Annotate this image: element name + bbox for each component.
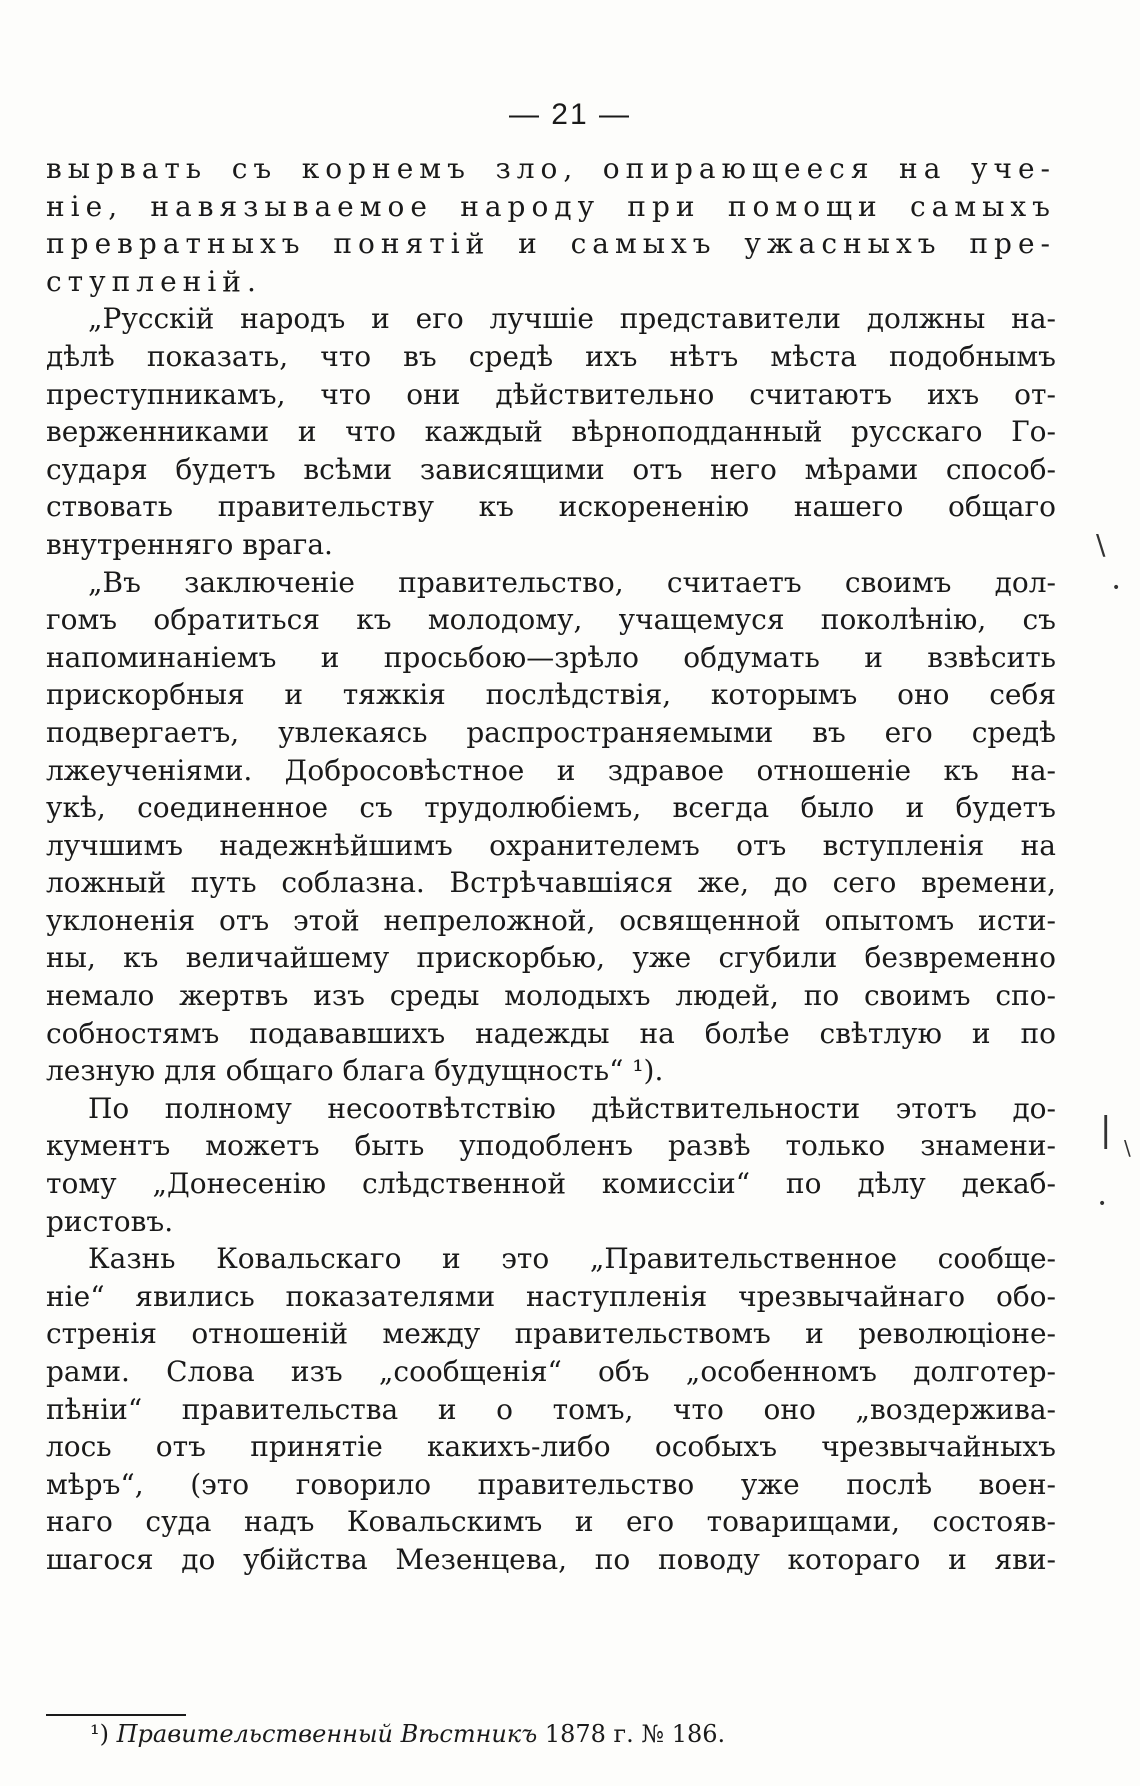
text-line: наго суда надъ Ковальскимъ и его товарищами, состояв- <box>46 1505 1056 1539</box>
text-line: ложный путь соблазна. Встрѣчавшіяся же, до сего времени, <box>46 866 1056 900</box>
text-line: рами. Слова изъ „сообщенія“ объ „особенномъ долготер- <box>46 1355 1056 1388</box>
text-line: немало жертвъ изъ среды молодыхъ людей, по своимъ спо- <box>46 979 1056 1013</box>
text-line: верженниками и что каждый вѣрноподданный русскаго Го- <box>46 415 1056 449</box>
text-line: ристовъ. <box>46 1204 174 1238</box>
text-line: сударя будетъ всѣми зависящими отъ него мѣрами способ- <box>46 452 1056 486</box>
text-line: ніе, навязываемое народу при помощи самыхъ <box>46 189 1056 223</box>
text-line: преступникамъ, что они дѣйствительно считаютъ ихъ от- <box>46 377 1056 411</box>
text-line: кументъ можетъ быть уподобленъ развѣ только знамени- <box>46 1129 1056 1163</box>
scan-mark: | <box>1100 1110 1112 1150</box>
footnote <box>90 1720 725 1748</box>
text-line: тому „Донесенію слѣдственной комиссіи“ по дѣлу декаб- <box>46 1167 1056 1201</box>
text-line: ствовать правительству къ искорененію нашего общаго <box>46 490 1056 524</box>
text-line: „Въ заключеніе правительство, считаетъ своимъ дол- <box>88 565 1056 599</box>
body-text <box>46 150 1056 1579</box>
text-line: шагося до убійства Мезенцева, по поводу котораго и яви- <box>46 1542 1056 1576</box>
scan-mark: • <box>1098 1196 1107 1212</box>
footnote-divider <box>46 1714 186 1716</box>
text-line: лжеученіями. Добросовѣстное и здравое отношеніе къ на- <box>46 753 1056 787</box>
footnote-source: Правительственный Вѣстникъ <box>116 1720 538 1748</box>
scan-mark: \ <box>1124 1136 1131 1160</box>
footnote-marker: ¹) <box>90 1720 109 1748</box>
text-line: ны, къ величайшему прискорбью, уже сгубили безвременно <box>46 941 1056 975</box>
text-line: пѣніи“ правительства и о томъ, что оно „воздержива- <box>46 1392 1056 1426</box>
text-line: превратныхъ понятій и самыхъ ужасныхъ пре- <box>46 227 1056 261</box>
text-line: дѣлѣ показать, что въ средѣ ихъ нѣтъ мѣста подобнымъ <box>46 339 1056 373</box>
text-line: гомъ обратиться къ молодому, учащемуся поколѣнію, съ <box>46 603 1056 637</box>
page-number: — 21 — <box>508 98 632 131</box>
text-line: лучшимъ надежнѣйшимъ охранителемъ отъ вступленія на <box>46 828 1056 862</box>
text-line: собностямъ подававшихъ надежды на болѣе свѣтлую и по <box>46 1016 1056 1050</box>
text-line: мѣръ“, (это говорило правительство уже послѣ воен- <box>46 1467 1056 1501</box>
text-line: „Русскій народъ и его лучшіе представители должны на- <box>88 302 1056 336</box>
text-line: внутренняго врага. <box>46 527 333 561</box>
text-line: Казнь Ковальскаго и это „Правительственное сообще- <box>88 1242 1056 1276</box>
text-line: укѣ, соединенное съ трудолюбіемъ, всегда было и будетъ <box>46 791 1056 825</box>
text-line: лезную для общаго блага будущность“ ¹). <box>46 1054 664 1088</box>
footnote-reference: 1878 г. № 186. <box>544 1720 726 1748</box>
text-line: стренія отношеній между правительствомъ и революціоне- <box>46 1317 1056 1351</box>
text-line: ступленій. <box>46 264 262 298</box>
text-line: вырвать съ корнемъ зло, опирающееся на уче- <box>46 152 1056 185</box>
text-line: лось отъ принятіе какихъ-либо особыхъ чрезвычайныхъ <box>46 1430 1056 1464</box>
scan-mark: \ <box>1096 528 1106 561</box>
text-line: подвергаетъ, увлекаясь распространяемыми въ его средѣ <box>46 715 1056 749</box>
text-line: По полному несоотвѣтствію дѣйствительности этотъ до- <box>88 1091 1056 1125</box>
scan-mark: • <box>1112 580 1121 596</box>
text-line: напоминаніемъ и просьбою—зрѣло обдумать и взвѣсить <box>46 640 1056 674</box>
text-line: ніе“ явились показателями наступленія чрезвычайнаго обо- <box>46 1279 1056 1313</box>
text-line: уклоненія отъ этой непреложной, освященной опытомъ исти- <box>46 903 1056 937</box>
text-line: прискорбныя и тяжкія послѣдствія, которымъ оно себя <box>46 678 1056 712</box>
